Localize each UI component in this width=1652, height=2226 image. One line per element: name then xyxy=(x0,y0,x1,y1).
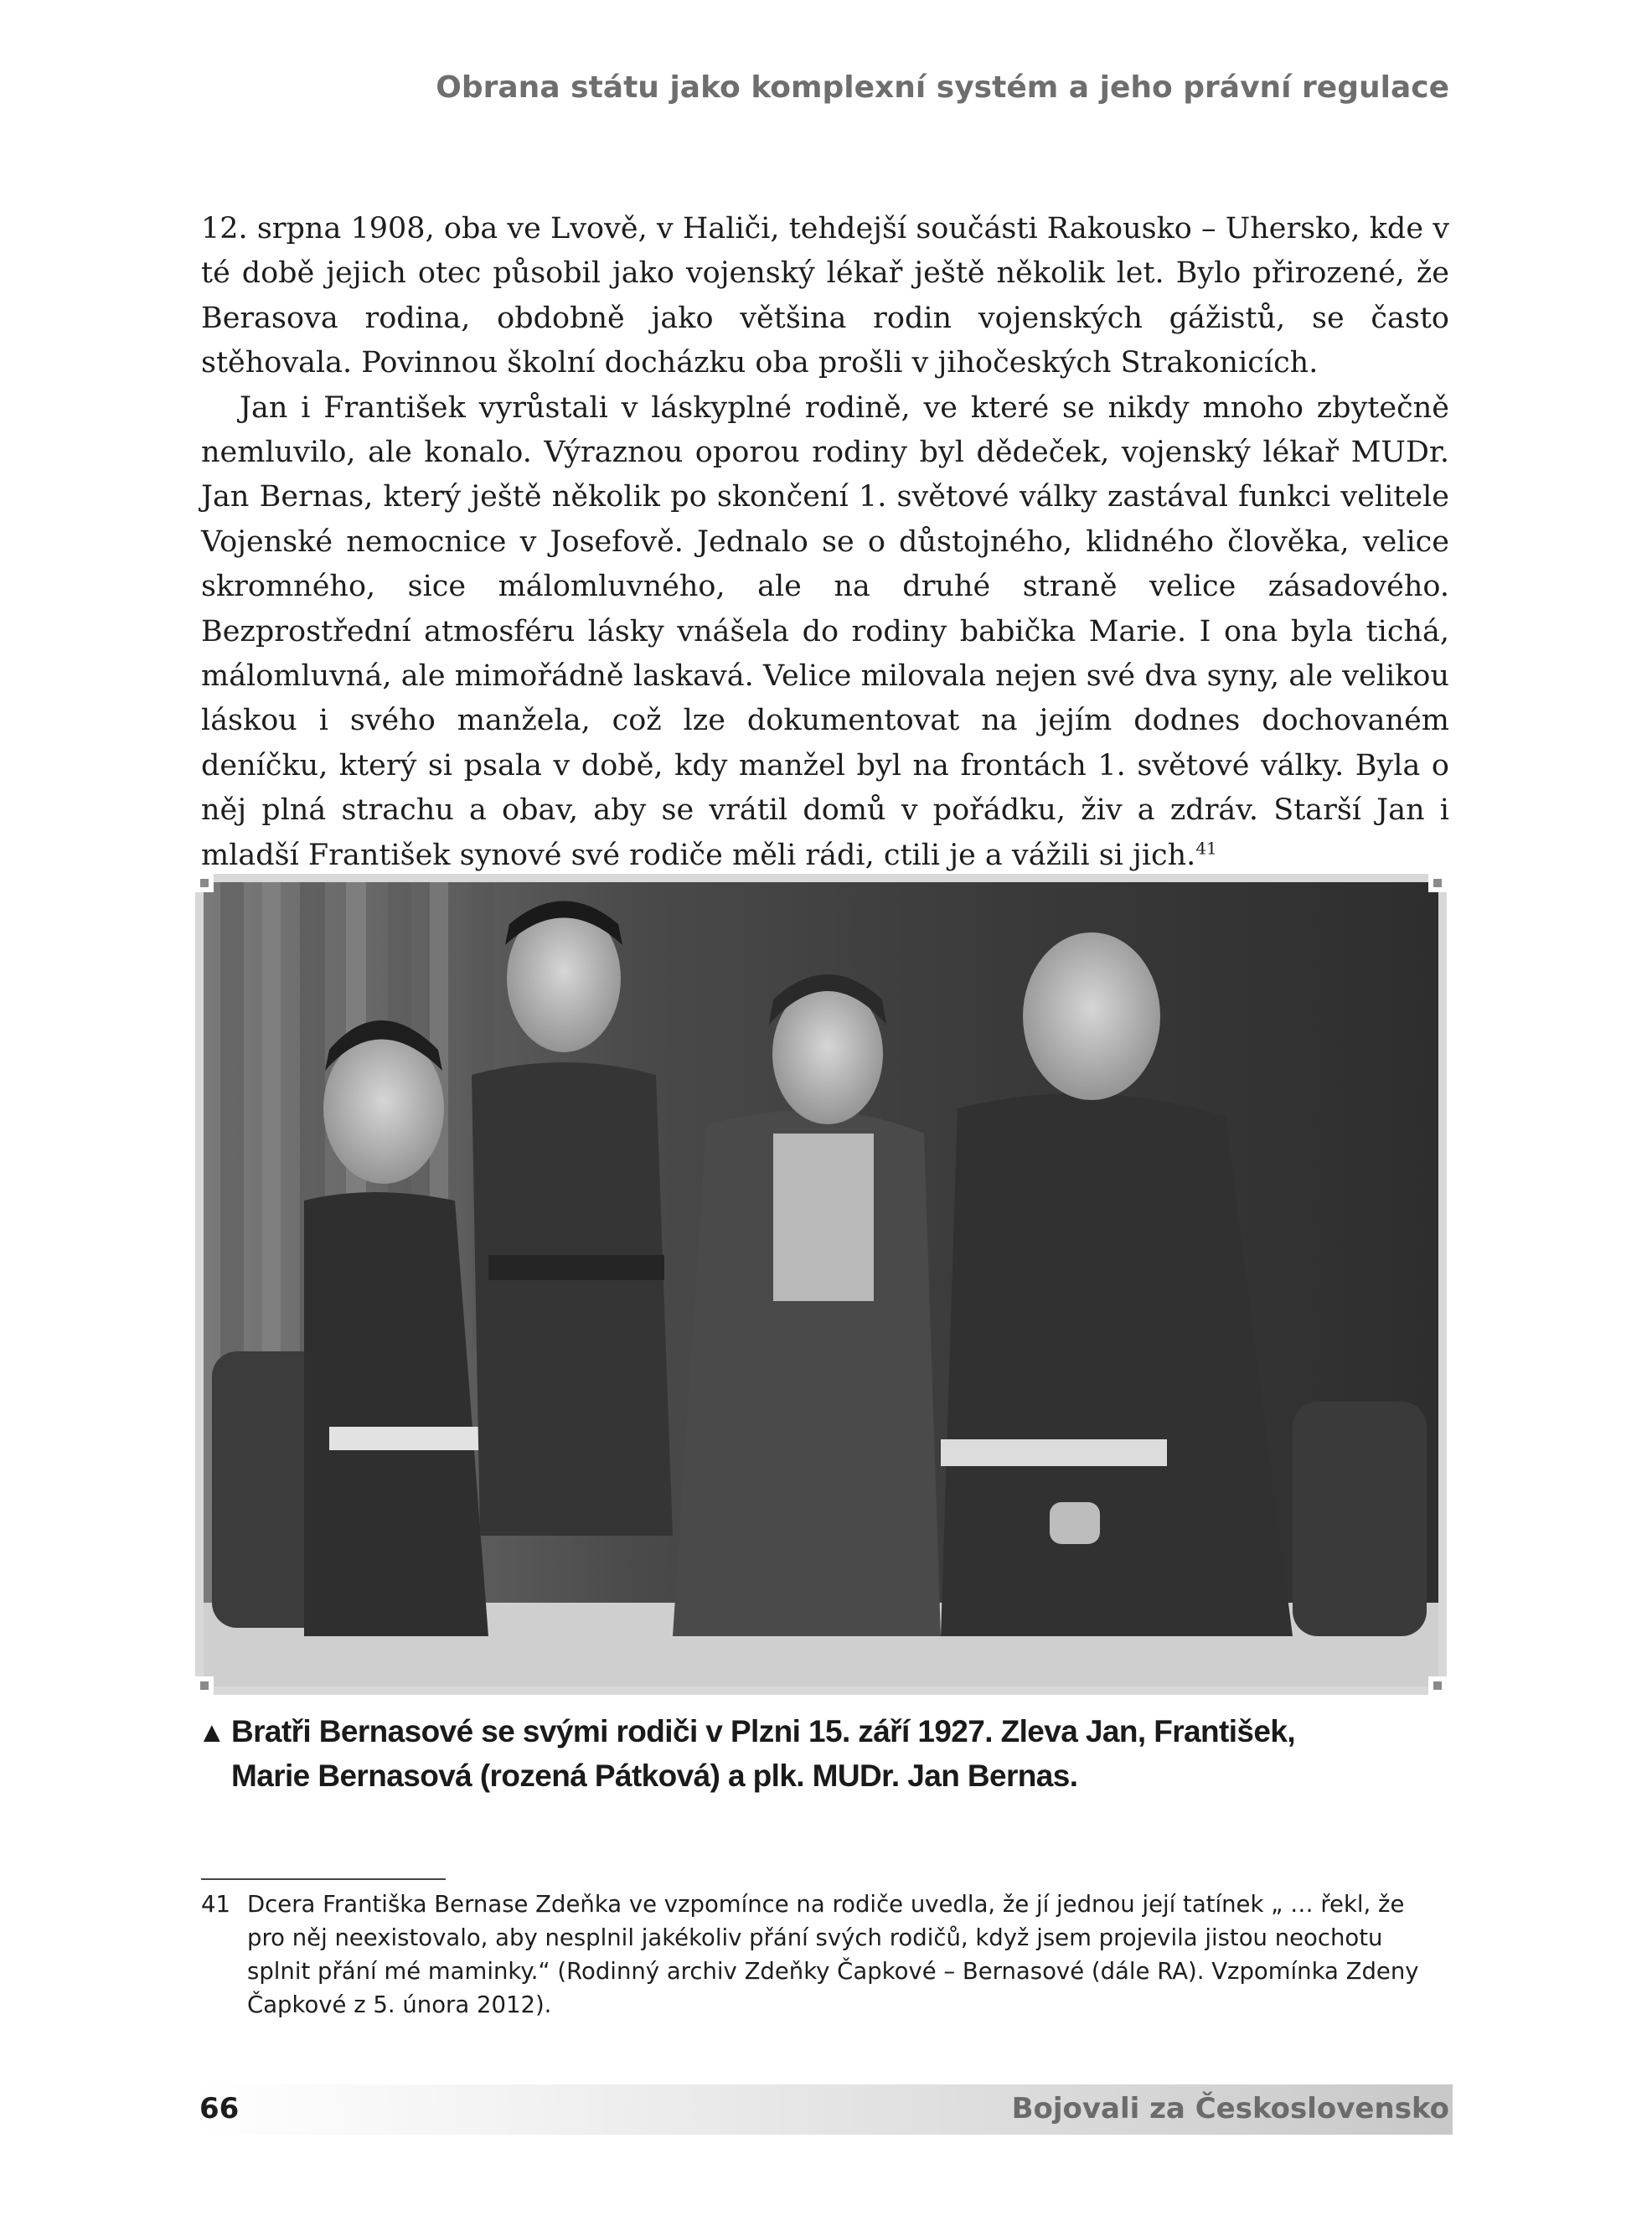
running-header-title: Obrana státu jako komplexní systém a jeho právní regulace xyxy=(436,70,1449,105)
page-number: 66 xyxy=(199,2092,240,2125)
photo-corner-ornament xyxy=(195,874,214,892)
paragraph-text: Jan i František vyrůstali v láskyplné rodině, ve které se nikdy mnoho zbytečně nemluvilo, ale konalo. Výraznou oporou rodiny byl dědeček, vojenský lékař MUDr. Jan Bernas, který ještě několik po skončení 1. světové války zastával funkci velitele Vojenské nemocnice v Josefově. Jednalo se o důstojného, klidného člověka, velice skromného, sice málomluvného, ale na druhé straně velice zásadového. Bezprostřední atmosféru lásky vnášela do rodiny babička Marie. I ona byla tichá, málomluvná, ale mimořádně laskavá. Velice milovala nejen své dva syny, ale velikou láskou i svého manžela, což lze dokumentovat na jejím dodnes dochovaném deníčku, který si psala v době, kdy manžel byl na frontách 1. světové války. Byla o něj plná strachu a obav, aby se vrátil domů v pořádku, živ a zdráv. Starší Jan i mladší František synové své rodiče měli rádi, ctili je a vážili si jich. xyxy=(201,390,1449,872)
footnote-reference[interactable]: 41 xyxy=(1195,838,1217,859)
photo-caption xyxy=(198,1710,1454,1798)
paragraph: 12. srpna 1908, oba ve Lvově, v Haliči, tehdejší součásti Rakousko – Uhersko, kde v té době jejich otec působil jako vojenský lékař ještě několik let. Bylo přirozené, že Berasova rodina, obdobně jako většina rodin vojenských gážistů, se často stěhovala. Povinnou školní docházku oba prošli v jihočeských Strakonicích. xyxy=(201,212,1449,380)
paragraph xyxy=(201,386,1449,878)
footnote-text: Dcera Františka Bernase Zdeňka ve vzpomínce na rodiče uvedla, že jí jednou její tatínek „ … řekl, že pro něj neexistovalo, aby nesplnil jakékoliv přání svých rodičů, když jsem projevila jistou neochotu splnit přání mé maminky.“ (Rodinný archiv Zdeňky Čapkové – Bernasové (dále RA). Vzpomínka Zdeny Čapkové z 5. února 2012). xyxy=(247,1891,1419,2018)
footnote-divider xyxy=(201,1878,446,1880)
photo-corner-ornament xyxy=(195,1676,214,1695)
triangle-up-icon: ▲ xyxy=(198,1717,226,1748)
photo-image xyxy=(204,882,1438,1686)
family-photograph xyxy=(195,874,1447,1695)
caption-line: Marie Bernasová (rozená Pátková) a plk. MUDr. Jan Bernas. xyxy=(231,1759,1078,1793)
caption-text: Bratři Bernasové se svými rodiči v Plzni 15. září 1927. Zleva Jan, František, xyxy=(231,1714,1296,1748)
footnote-number: 41 xyxy=(201,1891,230,1918)
book-title: Bojovali za Československo xyxy=(1011,2092,1449,2125)
body-text xyxy=(201,207,1449,878)
footnote xyxy=(201,1888,1449,2022)
photo-corner-ornament xyxy=(1428,1676,1447,1695)
caption-line xyxy=(198,1710,1454,1754)
photo-corner-ornament xyxy=(1428,874,1447,892)
